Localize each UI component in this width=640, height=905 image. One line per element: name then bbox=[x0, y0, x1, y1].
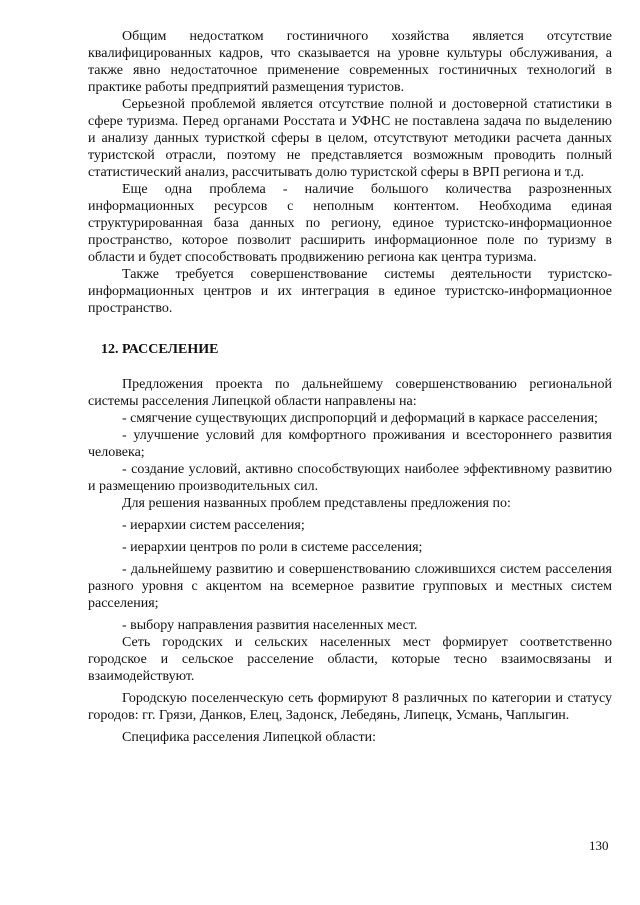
paragraph-cities: Городскую поселенческую сеть формируют 8 различных по категории и статусу городов: гг. Грязи, Данков, Елец, Задонск, Лебедянь, Липецк, Усмань, Чаплыгин. bbox=[88, 691, 612, 723]
list-item: - иерархии центров по роли в системе расселения; bbox=[122, 540, 423, 555]
paragraph-info-centers: Также требуется совершенствование системы деятельности туристско-информационных центров и их интеграция в единое туристско-информационное пространство. bbox=[88, 267, 612, 316]
document-page bbox=[88, 28, 612, 746]
paragraph-hotel-staff: Общим недостатком гостиничного хозяйства является отсутствие квалифицированных кадров, что сказывается на уровне культуры обслуживания, а также явно недостаточное применение современных гостиничных технологий в практике работы предприятий размещения туристов. bbox=[88, 29, 612, 95]
proposals-intro: Для решения названных проблем представлены предложения по: bbox=[122, 496, 511, 511]
paragraph-info-resources: Еще одна проблема - наличие большого количества разрозненных информационных ресурсов с неполным контентом. Необходима единая структурированная база данных по региону, единое туристско-информационное пространство, которое позволит расширить информационное поле по туризму в области и будет способствовать продвижению региона как центра туризма. bbox=[88, 182, 612, 265]
list-item: - выбору направления развития населенных мест. bbox=[122, 618, 418, 633]
section-intro: Предложения проекта по дальнейшему совершенствованию региональной системы расселения Липецкой области направлены на: bbox=[88, 377, 612, 409]
list-item: - дальнейшему развитию и совершенствованию сложившихся систем расселения разного уровня с акцентом на всемерное развитие групповых и местных систем расселения; bbox=[88, 562, 612, 611]
list-item: - иерархии систем расселения; bbox=[122, 518, 305, 533]
paragraph-network: Сеть городских и сельских населенных мест формирует соответственно городское и сельское расселение области, которые тесно взаимосвязаны и взаимодействуют. bbox=[88, 635, 612, 684]
paragraph-specifics: Специфика расселения Липецкой области: bbox=[122, 730, 377, 745]
list-item: - создание условий, активно способствующих наиболее эффективному развитию и размещению производительных сил. bbox=[88, 462, 612, 494]
list-item: - улучшение условий для комфортного проживания и всестороннего развития человека; bbox=[88, 428, 612, 460]
section-heading: 12. РАССЕЛЕНИЕ bbox=[101, 342, 219, 357]
paragraph-statistics: Серьезной проблемой является отсутствие полной и достоверной статистики в сфере туризма. Перед органами Росстата и УФНС не поставлена задача по выделению и анализу данных туристкой сферы в целом, отсутствуют методики расчета данных туристской отрасли, поэтому не представляется возможным проводить полный статистический анализ, рассчитывать долю туристской сферы в ВРП региона и т.д. bbox=[88, 97, 612, 180]
page-number: 130 bbox=[589, 838, 609, 853]
list-item: - смягчение существующих диспропорций и деформаций в каркасе расселения; bbox=[122, 411, 598, 426]
